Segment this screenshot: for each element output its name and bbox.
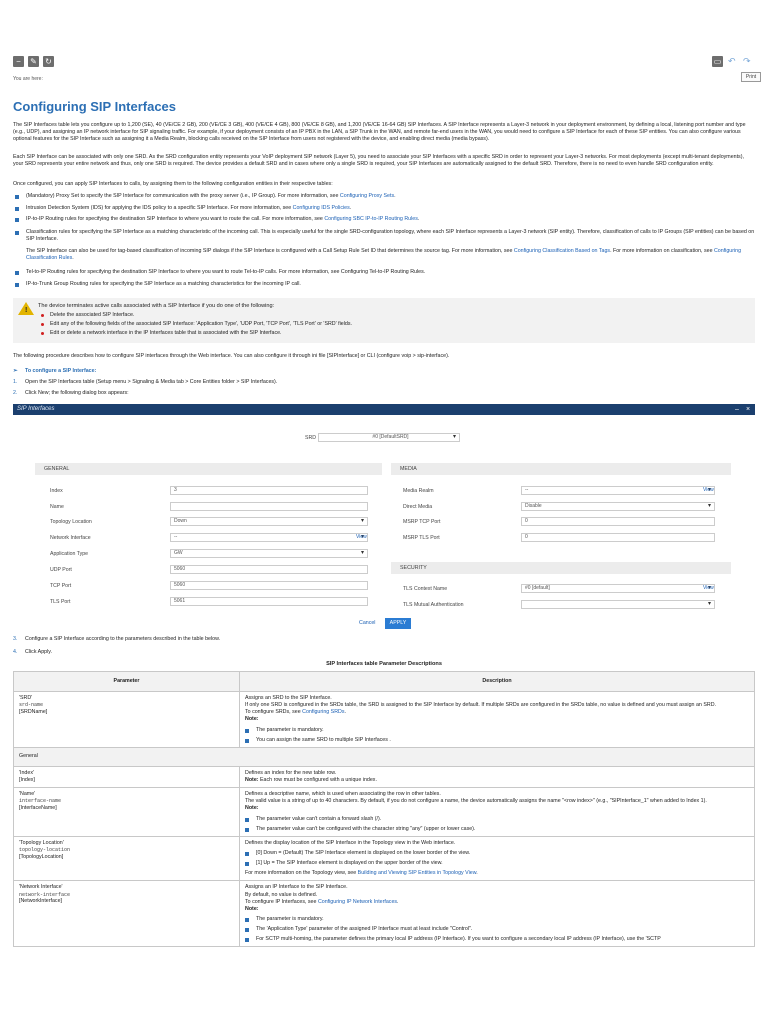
forward-icon[interactable]: ↷: [743, 56, 751, 66]
description-cell: Assigns an IP Interface to the SIP Interface. By default, no value is defined. To configure IP Interfaces, see Configuring IP Network Interfaces. Note: The parameter is mandatory. The 'Application Type' parameter of the assigned IP Interface must at least include "Control". For SCTP multi-homing, the parameter defines the primary local IP address (IP Interface). If you want to configure a secondary local IP address (IP Interface), use the 'SCTP: [240, 881, 755, 947]
link[interactable]: Configuring IDS Policies: [292, 205, 350, 211]
description-cell: Defines an index for the new table row. Note: Each row must be configured with a unique index.: [240, 766, 755, 787]
parameter-cell: 'Topology Location' topology-location [TopologyLocation]: [14, 836, 240, 881]
field-label: Application Type: [50, 551, 88, 557]
tag-note: The SIP Interface can also be used for tag-based classification of incoming SIP dialogs if the SIP Interface is configured with a Call Setup Rule Set ID that determines the source tag. For more information, see Configuring Classification Based on Tags. For more information on classification, see Configuring Classification Rules.: [26, 248, 742, 262]
table-row: [14, 747, 755, 766]
srd-label: SRD: [305, 435, 316, 441]
view-link[interactable]: View: [356, 534, 367, 540]
procedure-intro: The following procedure describes how to configure SIP interfaces through the Web interface. You can also configure it through ini file [SIPInterface] or CLI (configure voip > sip-interface).: [13, 353, 450, 359]
field-input[interactable]: 5060: [170, 565, 368, 574]
field-label: Direct Media: [403, 504, 433, 510]
link[interactable]: Configuring SRDs: [302, 709, 345, 716]
minimize-icon[interactable]: –: [735, 406, 739, 413]
column-header: Parameter: [14, 672, 240, 692]
cancel-button[interactable]: Cancel: [359, 620, 376, 626]
close-icon[interactable]: ×: [746, 406, 751, 413]
breadcrumb: You are here:: [13, 76, 43, 82]
table-row: [14, 881, 755, 947]
field-label: Topology Location: [50, 519, 92, 525]
list-item: Tel-to-IP Routing rules for specifying the destination SIP Interface to where you want to route Tel-to-IP calls. For more information, see Configuring Tel-to-IP Routing Rules.: [15, 269, 755, 276]
back-icon[interactable]: ↶: [728, 56, 736, 66]
table-row: [14, 788, 755, 837]
warning-item: Delete the associated SIP Interface.: [50, 312, 135, 318]
link[interactable]: Configuring IP Network Interfaces: [317, 898, 398, 905]
list-item: (Mandatory) Proxy Set to specify the SIP Interface for communication with the proxy server (i.e., IP Group). For more information, see Configuring Proxy Sets.: [15, 193, 755, 200]
field-select[interactable]: Disable ▾: [521, 502, 715, 511]
table-row: [14, 836, 755, 881]
field-label: Index: [50, 488, 63, 494]
edit-icon[interactable]: ✎: [28, 56, 39, 67]
field-label: TCP Port: [50, 583, 72, 589]
section-general: GENERAL: [35, 463, 382, 475]
table-row: [14, 766, 755, 787]
step: 4. Click Apply.: [13, 649, 52, 655]
list-item: IP-to-Trunk Group Routing rules for specifying the SIP Interface as a matching characteristics for the incoming IP call.: [15, 281, 755, 288]
intro-paragraph-2: Each SIP Interface can be associated with only one SRD. As the SRD configuration entity represents your VoIP deployment SIP network (Layer 5), you need to associate your SIP Interfaces with a specific SRD in order to represent your Layer-3 networks. For most deployments (except multi-tenant deployments), your SRD represents your entire network and thus, only one SRD is required. The device provides a default SRD and in cases where only a single SRD is required, your SIP Interfaces are automatically assigned to the default SRD. Therefore, there is no need to even handle SRD configuration entity.: [13, 154, 744, 168]
page-title: Configuring SIP Interfaces: [13, 99, 177, 114]
refresh-icon[interactable]: ↻: [43, 56, 54, 67]
field-select[interactable]: -- ▾: [170, 533, 368, 542]
warning-title: The device terminates active calls associated with a SIP Interface if you do one of the following:: [38, 303, 275, 309]
description-cell: Assigns an SRD to the SIP Interface. If only one SRD is configured in the SRDs table, the SRD is assigned to the SIP Interface by default. If multiple SRDs are configured in the SRDs table, no value is defined and you must assign an SRD. To configure SRDs, see Configuring SRDs. Note: The parameter is mandatory. You can assign the same SRD to multiple SIP Interfaces .: [240, 692, 755, 748]
parameter-cell: 'Network Interface' network-interface [NetworkInterface]: [14, 881, 240, 947]
field-input[interactable]: [170, 502, 368, 511]
link[interactable]: Configuring SBC IP-to-IP Routing Rules: [324, 216, 418, 222]
field-input[interactable]: 0: [521, 533, 715, 542]
field-input[interactable]: 0: [521, 517, 715, 526]
warning-item: Edit any of the following fields of the associated SIP Interface: 'Application Type', 'UDP Port, 'TCP Port', 'TLS Port' or 'SRD' fields.: [50, 321, 352, 327]
section-security: SECURITY: [391, 562, 731, 574]
description-cell: Defines a descriptive name, which is used when associating the row in other tables. The valid value is a string of up to 40 characters. By default, if you do not configure a name, the device automatically assigns the name "<row index>" (e.g., "SIPInterface_1" when added to Index 1). Note: The parameter value can't contain a forward slash (/). The parameter value can't be configured with the character string "any" (upper or lower case).: [240, 788, 755, 837]
section-media: MEDIA: [391, 463, 731, 475]
group-row: General: [14, 747, 755, 766]
view-link[interactable]: View: [703, 487, 714, 493]
table-caption: SIP Interfaces table Parameter Descriptions: [326, 661, 442, 667]
field-select[interactable]: [521, 600, 715, 609]
sip-interface-dialog: [13, 404, 755, 632]
list-item: Classification rules for specifying the SIP Interface as a matching characteristic of the incoming call. This is especially useful for the single SRD-configuration topology, where each SIP Interface represents a Layer-3 network (SIP entity). Therefore, classification of calls to IP Groups (SIP entities) can be based on SIP Interface.: [15, 229, 755, 243]
srd-select[interactable]: #0 [DefaultSRD] ▾: [318, 433, 460, 442]
parameter-cell: 'SRD' srd-name [SRDName]: [14, 692, 240, 748]
parameter-table: [13, 671, 755, 947]
field-label: MSRP TCP Port: [403, 519, 441, 525]
field-input[interactable]: 5061: [170, 597, 368, 606]
step: 1. Open the SIP Interfaces table (Setup menu > Signaling & Media tab > Core Entities folder > SIP Interfaces).: [13, 379, 278, 385]
list-item: IP-to-IP Routing rules for specifying the destination SIP Interface to where you want to route the call. For more information, see Configuring SBC IP-to-IP Routing Rules.: [15, 216, 755, 223]
field-label: UDP Port: [50, 567, 72, 573]
field-select[interactable]: #0 [default] ▾: [521, 584, 715, 593]
field-label: TLS Mutual Authentication: [403, 602, 464, 608]
link[interactable]: Configuring Proxy Sets: [339, 193, 395, 199]
intro-paragraph-3: Once configured, you can apply SIP Interfaces to calls, by assigning them to the following configuration entities in their respective tables:: [13, 181, 333, 187]
field-label: MSRP TLS Port: [403, 535, 440, 541]
dialog-title: SIP Interfaces: [13, 404, 755, 415]
collapse-icon[interactable]: ▭: [713, 57, 722, 66]
parameter-cell: 'Name' interface-name [InterfaceName]: [14, 788, 240, 837]
link[interactable]: Building and Viewing SIP Entities in Topology View: [357, 870, 477, 877]
field-label: Media Realm: [403, 488, 434, 494]
list-item: Intrusion Detection System (IDS) for applying the IDS policy to a specific SIP Interface. For more information, see Configuring IDS Policies.: [15, 205, 755, 212]
print-button[interactable]: Print: [741, 72, 761, 82]
link[interactable]: Configuring Classification Based on Tags: [513, 248, 611, 254]
field-label: TLS Context Name: [403, 586, 448, 592]
minus-icon[interactable]: −: [13, 56, 24, 67]
field-select[interactable]: -- ▾: [521, 486, 715, 495]
field-select[interactable]: Down ▾: [170, 517, 368, 526]
field-label: Network Interface: [50, 535, 91, 541]
field-label: TLS Port: [50, 599, 71, 605]
field-label: Name: [50, 504, 64, 510]
description-cell: Defines the display location of the SIP Interface in the Topology view in the Web interface. [0] Down = (Default) The SIP Interface element is displayed on the lower border of the view. [1] Up = The SIP Interface element is displayed on the upper border of the view. For more information on the Topology view, see Building and Viewing SIP Entities in Topology View.: [240, 836, 755, 881]
step: 3. Configure a SIP Interface according to the parameters described in the table below.: [13, 636, 221, 642]
table-row: [14, 692, 755, 748]
warning-item: Edit or delete a network interface in the IP Interfaces table that is associated with the SIP Interface.: [50, 330, 282, 336]
link[interactable]: Configuring Classification Rules: [26, 248, 742, 262]
intro-paragraph-1: The SIP Interfaces table lets you configure up to 1,200 (SE), 40 (VE/CE 2 GB), 200 (VE/CE 3 GB), 400 (VE/CE 4 GB), 800 (VE/CE 8 GB), and 1,200 (VE/CE 16-64 GB) SIP Interfaces. A SIP Interface represents a Layer-3 network in your deployment environment, by defining a local, listening port number and type (e.g., UDP), and assigning an IP network interface for SIP signaling traffic. For example, if your deployment consists of an IP PBX in the LAN, a SIP Trunk in the WAN, and remote far-end users in the WAN, you would need to configure a SIP Interface for each of these SIP entities. You can also configure various optional features for the SIP Interface such as assigning it a Media Realm, blocking calls received on the SIP Interface from users not registered with the device, and enabling direct media (media bypass).: [13, 122, 746, 143]
warning-box: ! The device terminates active calls associated with a SIP Interface if you do one of the following: Delete the associated SIP Interface. Edit any of the following fields of the associated SIP Interface: 'Application Type', 'UDP Port, 'TCP Port', 'TLS Port' or 'SRD' fields. Edit or delete a network interface in the IP Interfaces table that is associated with the SIP Interface.: [13, 298, 755, 343]
field-input[interactable]: 3: [170, 486, 368, 495]
parameter-cell: 'Index' [Index]: [14, 766, 240, 787]
apply-button[interactable]: APPLY: [385, 618, 411, 629]
procedure-title: ➢ To configure a SIP Interface:: [13, 368, 97, 374]
field-input[interactable]: 5060: [170, 581, 368, 590]
column-header: Description: [240, 672, 755, 692]
field-select[interactable]: GW ▾: [170, 549, 368, 558]
view-link[interactable]: View: [703, 585, 714, 591]
step: 2. Click New; the following dialog box appears:: [13, 390, 129, 396]
